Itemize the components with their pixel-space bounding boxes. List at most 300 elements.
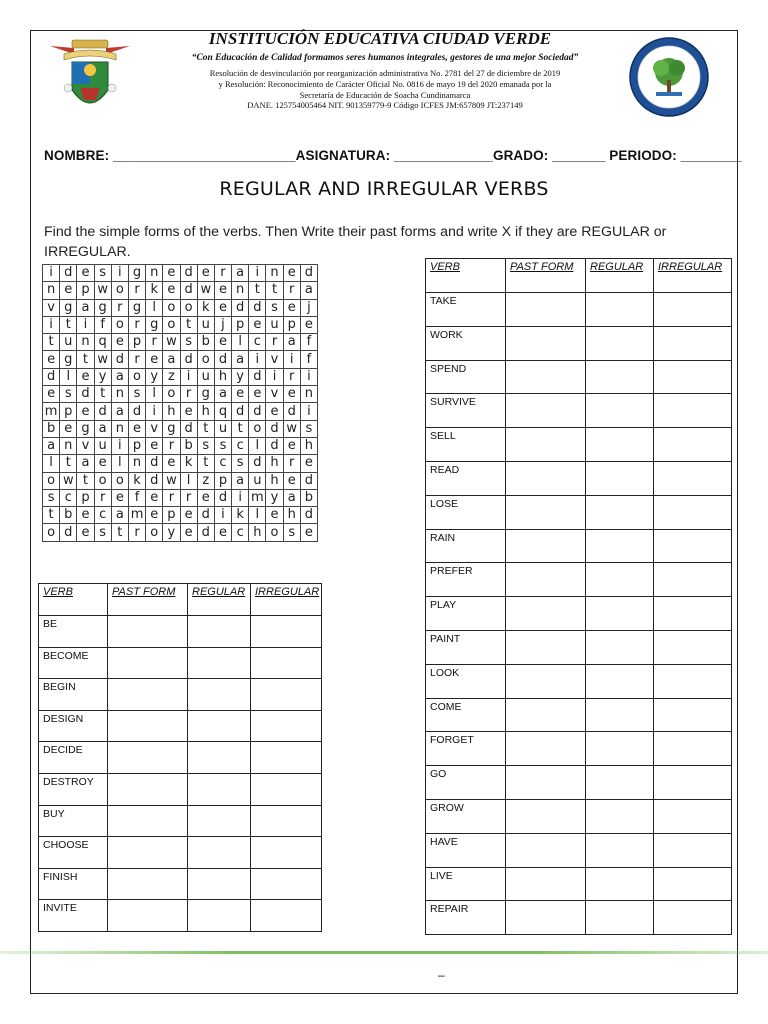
word-search-cell[interactable]: d	[77, 386, 94, 403]
word-search-cell[interactable]: e	[60, 420, 77, 437]
regular-cell[interactable]	[188, 773, 251, 805]
word-search-cell[interactable]: e	[180, 524, 197, 541]
word-search-cell[interactable]: s	[283, 524, 300, 541]
word-search-cell[interactable]: u	[94, 437, 111, 454]
past-form-cell[interactable]	[108, 868, 188, 900]
word-search-cell[interactable]: m	[43, 403, 60, 420]
word-search-cell[interactable]: o	[163, 299, 180, 316]
irregular-cell[interactable]	[654, 833, 732, 867]
word-search-cell[interactable]: l	[146, 386, 163, 403]
word-search-cell[interactable]: g	[146, 316, 163, 333]
word-search-cell[interactable]: r	[180, 386, 197, 403]
word-search-cell[interactable]: a	[43, 437, 60, 454]
irregular-cell[interactable]	[654, 799, 732, 833]
word-search-cell[interactable]: a	[111, 507, 128, 524]
regular-cell[interactable]	[586, 495, 654, 529]
past-form-cell[interactable]	[506, 630, 586, 664]
past-form-cell[interactable]	[506, 326, 586, 360]
past-form-cell[interactable]	[108, 742, 188, 774]
word-search-cell[interactable]: r	[163, 437, 180, 454]
word-search-cell[interactable]: l	[232, 334, 249, 351]
word-search-cell[interactable]: w	[163, 334, 180, 351]
irregular-cell[interactable]	[654, 766, 732, 800]
word-search-cell[interactable]: f	[300, 351, 317, 368]
irregular-cell[interactable]	[654, 732, 732, 766]
word-search-cell[interactable]: i	[300, 368, 317, 385]
word-search-cell[interactable]: d	[214, 489, 231, 506]
word-search-cell[interactable]: e	[249, 386, 266, 403]
irregular-cell[interactable]	[654, 293, 732, 327]
word-search-cell[interactable]: d	[111, 351, 128, 368]
word-search-cell[interactable]: e	[43, 386, 60, 403]
word-search-cell[interactable]: d	[197, 524, 214, 541]
word-search-cell[interactable]: d	[214, 351, 231, 368]
word-search-cell[interactable]: d	[232, 299, 249, 316]
word-search-cell[interactable]: s	[94, 265, 111, 282]
word-search-cell[interactable]: u	[214, 420, 231, 437]
past-form-cell[interactable]	[506, 495, 586, 529]
word-search-cell[interactable]: r	[283, 282, 300, 299]
word-search-cell[interactable]: e	[146, 507, 163, 524]
past-form-cell[interactable]	[506, 394, 586, 428]
word-search-cell[interactable]: g	[60, 299, 77, 316]
past-form-cell[interactable]	[108, 805, 188, 837]
word-search-cell[interactable]: e	[283, 386, 300, 403]
word-search-cell[interactable]: r	[146, 334, 163, 351]
word-search-cell[interactable]: d	[180, 420, 197, 437]
word-search-cell[interactable]: e	[77, 368, 94, 385]
regular-cell[interactable]	[586, 597, 654, 631]
word-search-cell[interactable]: o	[43, 524, 60, 541]
word-search-cell[interactable]: t	[197, 455, 214, 472]
irregular-cell[interactable]	[251, 710, 322, 742]
irregular-cell[interactable]	[654, 428, 732, 462]
word-search-cell[interactable]: o	[146, 524, 163, 541]
word-search-cell[interactable]: t	[43, 507, 60, 524]
word-search-cell[interactable]: l	[60, 368, 77, 385]
word-search-cell[interactable]: p	[163, 507, 180, 524]
past-form-cell[interactable]	[108, 679, 188, 711]
word-search-cell[interactable]: d	[266, 437, 283, 454]
regular-cell[interactable]	[188, 710, 251, 742]
word-search-cell[interactable]: i	[180, 368, 197, 385]
regular-cell[interactable]	[188, 616, 251, 648]
word-search-cell[interactable]: d	[60, 524, 77, 541]
past-form-cell[interactable]	[108, 900, 188, 932]
word-search-cell[interactable]: f	[128, 489, 145, 506]
word-search-cell[interactable]: i	[283, 351, 300, 368]
word-search-cell[interactable]: r	[214, 265, 231, 282]
word-search-cell[interactable]: l	[111, 455, 128, 472]
past-form-cell[interactable]	[108, 773, 188, 805]
regular-cell[interactable]	[586, 664, 654, 698]
word-search-cell[interactable]: e	[77, 265, 94, 282]
regular-cell[interactable]	[586, 394, 654, 428]
word-search-cell[interactable]: i	[249, 351, 266, 368]
word-search-cell[interactable]: s	[266, 299, 283, 316]
past-form-cell[interactable]	[108, 616, 188, 648]
word-search-cell[interactable]: w	[94, 351, 111, 368]
word-search-cell[interactable]: a	[232, 351, 249, 368]
word-search-cell[interactable]: n	[232, 282, 249, 299]
word-search-cell[interactable]: c	[214, 455, 231, 472]
word-search-cell[interactable]: b	[60, 507, 77, 524]
word-search-cell[interactable]: b	[300, 489, 317, 506]
word-search-cell[interactable]: o	[128, 368, 145, 385]
regular-cell[interactable]	[188, 900, 251, 932]
word-search-cell[interactable]: l	[249, 437, 266, 454]
word-search-cell[interactable]: e	[77, 403, 94, 420]
word-search-cell[interactable]: a	[77, 299, 94, 316]
regular-cell[interactable]	[586, 326, 654, 360]
regular-cell[interactable]	[586, 563, 654, 597]
word-search-cell[interactable]: e	[283, 472, 300, 489]
word-search-cell[interactable]: k	[128, 472, 145, 489]
word-search-cell[interactable]: f	[300, 334, 317, 351]
word-search-cell[interactable]: t	[94, 386, 111, 403]
word-search-cell[interactable]: s	[232, 455, 249, 472]
word-search-cell[interactable]: n	[43, 282, 60, 299]
word-search-cell[interactable]: a	[283, 489, 300, 506]
regular-cell[interactable]	[586, 867, 654, 901]
word-search-cell[interactable]: p	[128, 334, 145, 351]
word-search-cell[interactable]: d	[94, 403, 111, 420]
word-search-cell[interactable]: b	[43, 420, 60, 437]
word-search-cell[interactable]: t	[60, 316, 77, 333]
word-search-cell[interactable]: c	[249, 334, 266, 351]
word-search-cell[interactable]: y	[146, 368, 163, 385]
word-search-cell[interactable]: i	[43, 316, 60, 333]
word-search-cell[interactable]: a	[111, 368, 128, 385]
word-search-cell[interactable]: e	[128, 420, 145, 437]
word-search-cell[interactable]: d	[300, 472, 317, 489]
word-search-cell[interactable]: n	[300, 386, 317, 403]
word-search-cell[interactable]: v	[43, 299, 60, 316]
word-search-cell[interactable]: n	[111, 420, 128, 437]
irregular-cell[interactable]	[251, 742, 322, 774]
word-search-cell[interactable]: e	[111, 489, 128, 506]
irregular-cell[interactable]	[251, 900, 322, 932]
word-search-cell[interactable]: e	[214, 282, 231, 299]
word-search-cell[interactable]: r	[163, 489, 180, 506]
word-search-cell[interactable]: i	[232, 489, 249, 506]
past-form-cell[interactable]	[506, 563, 586, 597]
regular-cell[interactable]	[188, 647, 251, 679]
word-search-cell[interactable]: d	[249, 403, 266, 420]
word-search-cell[interactable]: o	[197, 351, 214, 368]
word-search-cell[interactable]: e	[163, 455, 180, 472]
irregular-cell[interactable]	[654, 529, 732, 563]
irregular-cell[interactable]	[251, 647, 322, 679]
word-search-cell[interactable]: d	[146, 455, 163, 472]
past-form-cell[interactable]	[108, 647, 188, 679]
word-search-cell[interactable]: s	[180, 334, 197, 351]
regular-cell[interactable]	[586, 766, 654, 800]
word-search-cell[interactable]: u	[197, 316, 214, 333]
word-search-cell[interactable]: v	[266, 386, 283, 403]
irregular-cell[interactable]	[654, 563, 732, 597]
word-search-cell[interactable]: r	[180, 489, 197, 506]
word-search-cell[interactable]: t	[111, 524, 128, 541]
word-search-cell[interactable]: w	[163, 472, 180, 489]
word-search-cell[interactable]: i	[266, 368, 283, 385]
word-search-cell[interactable]: v	[146, 420, 163, 437]
word-search-cell[interactable]: p	[283, 316, 300, 333]
word-search-cell[interactable]: g	[128, 265, 145, 282]
word-search-cell[interactable]: u	[197, 368, 214, 385]
word-search-cell[interactable]: d	[180, 265, 197, 282]
word-search-cell[interactable]: y	[94, 368, 111, 385]
word-search-cell[interactable]: e	[60, 282, 77, 299]
regular-cell[interactable]	[586, 732, 654, 766]
word-search-cell[interactable]: e	[146, 437, 163, 454]
irregular-cell[interactable]	[654, 394, 732, 428]
irregular-cell[interactable]	[251, 773, 322, 805]
word-search-cell[interactable]: j	[214, 316, 231, 333]
word-search-cell[interactable]: e	[283, 437, 300, 454]
word-search-cell[interactable]: o	[249, 420, 266, 437]
word-search-cell[interactable]: i	[111, 437, 128, 454]
word-search-cell[interactable]: d	[180, 282, 197, 299]
word-search-cell[interactable]: d	[283, 403, 300, 420]
word-search-cell[interactable]: t	[180, 316, 197, 333]
irregular-cell[interactable]	[251, 679, 322, 711]
irregular-cell[interactable]	[654, 360, 732, 394]
word-search-cell[interactable]: w	[197, 282, 214, 299]
irregular-cell[interactable]	[654, 698, 732, 732]
irregular-cell[interactable]	[654, 664, 732, 698]
word-search-cell[interactable]: m	[249, 489, 266, 506]
word-search-cell[interactable]: p	[60, 403, 77, 420]
word-search-cell[interactable]: d	[128, 403, 145, 420]
word-search-cell[interactable]: b	[180, 437, 197, 454]
word-search-cell[interactable]: t	[249, 282, 266, 299]
word-search-cell[interactable]: o	[111, 282, 128, 299]
past-form-cell[interactable]	[506, 428, 586, 462]
past-form-cell[interactable]	[506, 529, 586, 563]
word-search-cell[interactable]: i	[214, 507, 231, 524]
word-search-cell[interactable]: e	[197, 489, 214, 506]
word-search-cell[interactable]: h	[266, 472, 283, 489]
word-search-cell[interactable]: s	[128, 386, 145, 403]
past-form-cell[interactable]	[506, 799, 586, 833]
word-search-cell[interactable]: f	[94, 316, 111, 333]
irregular-cell[interactable]	[654, 901, 732, 935]
word-search-cell[interactable]: d	[43, 368, 60, 385]
regular-cell[interactable]	[188, 679, 251, 711]
past-form-cell[interactable]	[108, 837, 188, 869]
word-search-cell[interactable]: r	[111, 299, 128, 316]
word-search-cell[interactable]: e	[283, 299, 300, 316]
irregular-cell[interactable]	[654, 495, 732, 529]
word-search-cell[interactable]: e	[163, 282, 180, 299]
word-search-cell[interactable]: a	[111, 403, 128, 420]
word-search-cell[interactable]: s	[60, 386, 77, 403]
word-search-cell[interactable]: e	[214, 299, 231, 316]
regular-cell[interactable]	[586, 630, 654, 664]
past-form-cell[interactable]	[506, 461, 586, 495]
word-search-cell[interactable]: s	[94, 524, 111, 541]
irregular-cell[interactable]	[251, 805, 322, 837]
word-search-cell[interactable]: i	[146, 403, 163, 420]
irregular-cell[interactable]	[654, 867, 732, 901]
word-search-cell[interactable]: a	[163, 351, 180, 368]
word-search-cell[interactable]: t	[232, 420, 249, 437]
word-search-cell[interactable]: d	[300, 265, 317, 282]
word-search-cell[interactable]: g	[94, 299, 111, 316]
regular-cell[interactable]	[188, 868, 251, 900]
regular-cell[interactable]	[586, 529, 654, 563]
word-search-cell[interactable]: o	[180, 299, 197, 316]
word-search-cell[interactable]: o	[266, 524, 283, 541]
word-search-cell[interactable]: c	[232, 524, 249, 541]
word-search-cell[interactable]: o	[163, 386, 180, 403]
word-search-cell[interactable]: a	[232, 265, 249, 282]
word-search-cell[interactable]: o	[163, 316, 180, 333]
word-search-cell[interactable]: k	[146, 282, 163, 299]
irregular-cell[interactable]	[251, 868, 322, 900]
word-search-cell[interactable]: i	[43, 265, 60, 282]
past-form-cell[interactable]	[108, 710, 188, 742]
word-search-cell[interactable]: t	[197, 420, 214, 437]
word-search-cell[interactable]: e	[146, 489, 163, 506]
word-search-cell[interactable]: d	[266, 420, 283, 437]
word-search-cell[interactable]: e	[266, 507, 283, 524]
word-search-cell[interactable]: i	[111, 265, 128, 282]
word-search-cell[interactable]: n	[77, 334, 94, 351]
word-search-cell[interactable]: t	[266, 282, 283, 299]
word-search-cell[interactable]: h	[266, 455, 283, 472]
word-search-cell[interactable]: s	[197, 437, 214, 454]
word-search-cell[interactable]: k	[232, 507, 249, 524]
word-search-cell[interactable]: r	[128, 282, 145, 299]
word-search-cell[interactable]: n	[111, 386, 128, 403]
past-form-cell[interactable]	[506, 360, 586, 394]
word-search-cell[interactable]: w	[283, 420, 300, 437]
word-search-cell[interactable]: c	[60, 489, 77, 506]
word-search-cell[interactable]: e	[214, 524, 231, 541]
word-search-cell[interactable]: n	[60, 437, 77, 454]
word-search-cell[interactable]: d	[146, 472, 163, 489]
irregular-cell[interactable]	[654, 461, 732, 495]
regular-cell[interactable]	[586, 799, 654, 833]
past-form-cell[interactable]	[506, 664, 586, 698]
word-search-cell[interactable]: e	[111, 334, 128, 351]
word-search-cell[interactable]: z	[197, 472, 214, 489]
word-search-cell[interactable]: e	[197, 265, 214, 282]
word-search-cell[interactable]: e	[77, 507, 94, 524]
regular-cell[interactable]	[586, 833, 654, 867]
word-search-cell[interactable]: a	[283, 334, 300, 351]
regular-cell[interactable]	[586, 360, 654, 394]
word-search-cell[interactable]: k	[180, 455, 197, 472]
word-search-cell[interactable]: e	[180, 507, 197, 524]
irregular-cell[interactable]	[654, 597, 732, 631]
word-search-cell[interactable]: d	[249, 299, 266, 316]
word-search-cell[interactable]: r	[283, 368, 300, 385]
word-search-cell[interactable]: y	[163, 524, 180, 541]
word-search-cell[interactable]: e	[266, 403, 283, 420]
irregular-cell[interactable]	[251, 837, 322, 869]
word-search-cell[interactable]: u	[249, 472, 266, 489]
word-search-cell[interactable]: n	[128, 455, 145, 472]
word-search-cell[interactable]: o	[111, 316, 128, 333]
word-search-cell[interactable]: o	[94, 472, 111, 489]
irregular-cell[interactable]	[251, 616, 322, 648]
word-search-cell[interactable]: g	[77, 420, 94, 437]
regular-cell[interactable]	[586, 698, 654, 732]
word-search-cell[interactable]: d	[60, 265, 77, 282]
word-search-cell[interactable]: d	[232, 403, 249, 420]
word-search-cell[interactable]: s	[43, 489, 60, 506]
word-search-cell[interactable]: q	[94, 334, 111, 351]
past-form-cell[interactable]	[506, 597, 586, 631]
word-search-cell[interactable]: d	[249, 368, 266, 385]
word-search-cell[interactable]: h	[214, 368, 231, 385]
word-search-cell[interactable]: r	[94, 489, 111, 506]
word-search-cell[interactable]: h	[283, 507, 300, 524]
past-form-cell[interactable]	[506, 293, 586, 327]
past-form-cell[interactable]	[506, 698, 586, 732]
word-search-cell[interactable]: r	[283, 455, 300, 472]
word-search-cell[interactable]: n	[146, 265, 163, 282]
past-form-cell[interactable]	[506, 732, 586, 766]
word-search-cell[interactable]: r	[128, 351, 145, 368]
word-search-cell[interactable]: b	[197, 334, 214, 351]
word-search-cell[interactable]: e	[43, 351, 60, 368]
word-search-cell[interactable]: a	[300, 282, 317, 299]
word-search-cell[interactable]: r	[128, 316, 145, 333]
word-search-cell[interactable]: e	[300, 524, 317, 541]
word-search-cell[interactable]: h	[249, 524, 266, 541]
word-search-cell[interactable]: s	[300, 420, 317, 437]
word-search-cell[interactable]: a	[77, 455, 94, 472]
past-form-cell[interactable]	[506, 901, 586, 935]
past-form-cell[interactable]	[506, 867, 586, 901]
word-search-cell[interactable]: r	[128, 524, 145, 541]
word-search-cell[interactable]: e	[163, 265, 180, 282]
word-search-cell[interactable]: c	[232, 437, 249, 454]
word-search-cell[interactable]: t	[77, 351, 94, 368]
word-search-cell[interactable]: w	[94, 282, 111, 299]
past-form-cell[interactable]	[506, 766, 586, 800]
word-search-cell[interactable]: a	[94, 420, 111, 437]
past-form-cell[interactable]	[506, 833, 586, 867]
word-search-cell[interactable]: t	[77, 472, 94, 489]
word-search-cell[interactable]: p	[128, 437, 145, 454]
word-search-cell[interactable]: a	[214, 386, 231, 403]
irregular-cell[interactable]	[654, 630, 732, 664]
word-search-cell[interactable]: o	[111, 472, 128, 489]
word-search-cell[interactable]: w	[60, 472, 77, 489]
word-search-cell[interactable]: d	[300, 507, 317, 524]
word-search-cell[interactable]: g	[197, 386, 214, 403]
word-search-cell[interactable]: d	[180, 351, 197, 368]
word-search-cell[interactable]: y	[266, 489, 283, 506]
word-search-cell[interactable]: a	[232, 472, 249, 489]
word-search-cell[interactable]: p	[232, 316, 249, 333]
word-search-cell[interactable]: o	[43, 472, 60, 489]
word-search-cell[interactable]: u	[266, 316, 283, 333]
word-search-cell[interactable]: p	[77, 489, 94, 506]
word-search-cell[interactable]: t	[60, 455, 77, 472]
word-search-cell[interactable]: q	[214, 403, 231, 420]
word-search-cell[interactable]: d	[197, 507, 214, 524]
word-search-cell[interactable]: e	[214, 334, 231, 351]
word-search-cell[interactable]: i	[77, 316, 94, 333]
word-search-cell[interactable]: v	[77, 437, 94, 454]
regular-cell[interactable]	[586, 293, 654, 327]
